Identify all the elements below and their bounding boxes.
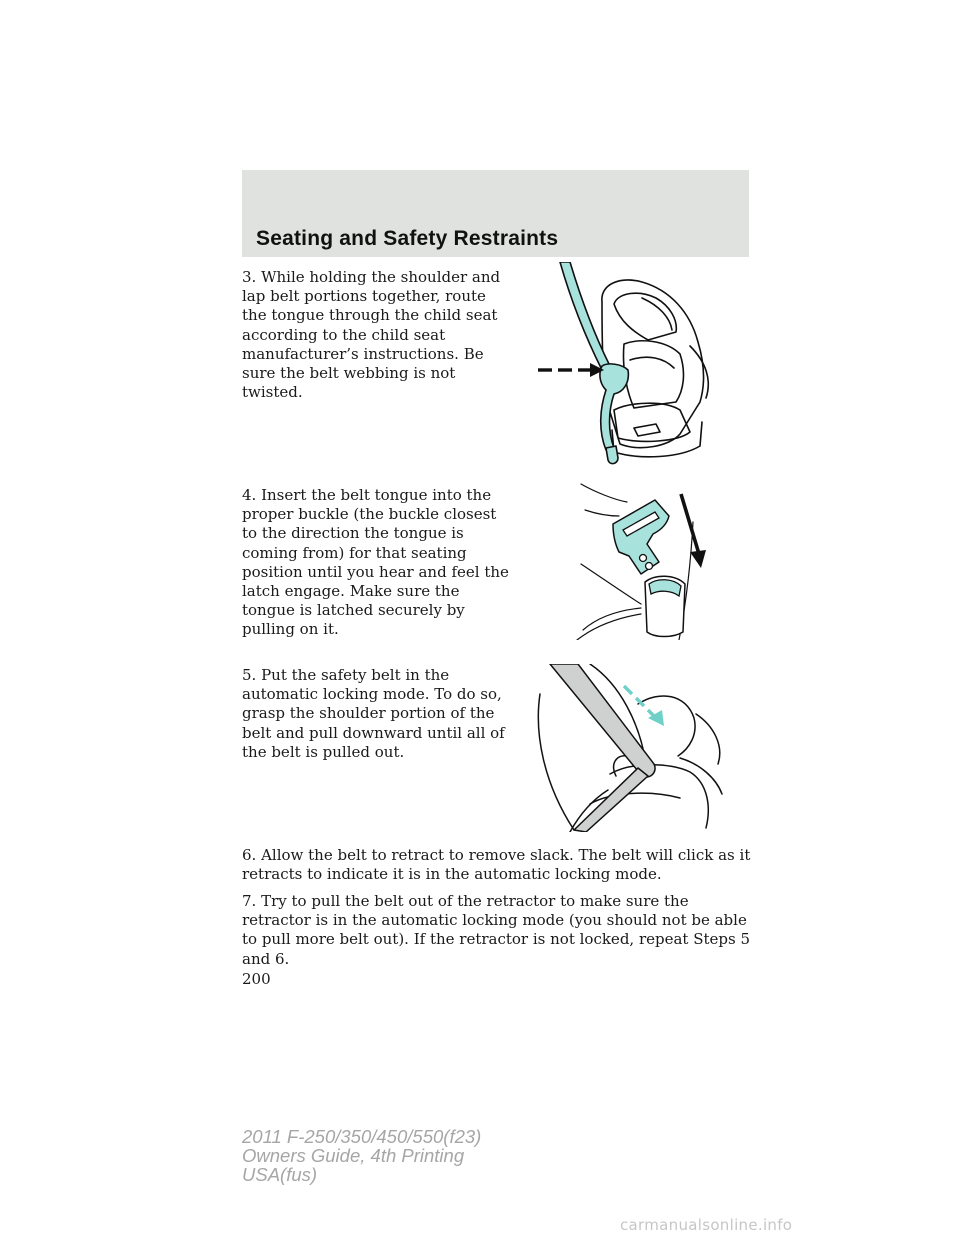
step-4-text: 4. Insert the belt tongue into the proper buckle (the buckle closest to the direction the tongue is coming from) for that seating position until you hear and feel the latch engage. Make sure the tongue is latched securely by pulling on it. [242, 486, 509, 639]
step-5-text: 5. Put the safety belt in the automatic locking mode. To do so, grasp the shoulder portion of the belt and pull downward until all of the belt is pulled out. [242, 666, 505, 761]
footer-region-code: (fus) [280, 1164, 318, 1185]
footer-line-1 [242, 1127, 481, 1146]
footer-model-code: (f23) [443, 1126, 482, 1147]
child-seat-belt-routing-illustration [530, 262, 730, 472]
footer-region: USA [242, 1164, 281, 1185]
page-number: 200 [242, 970, 271, 988]
footer-model: 2011 F-250/350/450/550 [242, 1126, 444, 1147]
belt-tongue-buckle-illustration [575, 480, 725, 640]
footer-line-2: Owners Guide, 4th Printing [242, 1145, 465, 1166]
section-title: Seating and Safety Restraints [256, 227, 559, 250]
document-footer [242, 1127, 481, 1184]
footer-line-3 [242, 1165, 481, 1184]
step-7-text: 7. Try to pull the belt out of the retractor to make sure the retractor is in the automatic locking mode (you should not be able to pull more belt out). If the retractor is not locked, repeat Steps 5 and 6. [242, 892, 751, 968]
site-watermark: carmanualsonline.info [620, 1216, 793, 1234]
step-3-text: 3. While holding the shoulder and lap belt portions together, route the tongue through the child seat according to the child seat manufacturer’s instructions. Be sure the belt webbing is not twisted. [242, 268, 501, 402]
step-6-text: 6. Allow the belt to retract to remove slack. The belt will click as it retracts to indicate it is in the automatic locking mode. [242, 846, 751, 884]
shoulder-belt-pull-illustration [530, 664, 730, 832]
section-header [242, 170, 749, 257]
